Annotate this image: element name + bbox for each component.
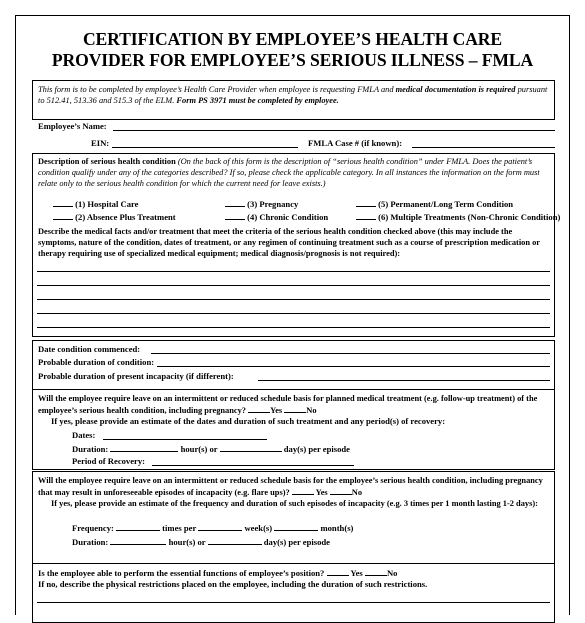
functions-no[interactable]: No [386, 568, 398, 578]
description-line[interactable] [37, 313, 550, 314]
planned-recovery-label: Period of Recovery: [72, 456, 146, 466]
episodes-box [32, 471, 555, 564]
title-line-2: PROVIDER FOR EMPLOYEE’S SERIOUS ILLNESS – FMLA [51, 50, 534, 70]
category-5[interactable] [356, 198, 513, 209]
condition-heading [38, 156, 549, 189]
episodes-duration-label: Duration: [72, 537, 109, 547]
category-4[interactable] [225, 211, 328, 222]
planned-recovery-field[interactable] [152, 465, 354, 466]
planned-duration-label: Duration: [72, 444, 109, 454]
planned-hours-or: hour(s) or [180, 444, 218, 454]
intro-bold-1: medical documentation is required [395, 85, 516, 94]
date-commenced-field[interactable] [151, 353, 550, 354]
planned-treatment-box [32, 389, 555, 470]
episodes-yes[interactable]: Yes [315, 488, 328, 497]
condition-heading-bold: Description of serious health condition [38, 157, 176, 166]
describe-instructions: Describe the medical facts and/or treatment that meet the criteria of the serious health condition checked above (this may include the symptoms, nature of the condition, dates of treatment, or any regimen of continuing treatment such as a course of prescription medication or therapy requiring use of specialized medical equipment; medical diagnosis/prognosis is not required): [38, 227, 540, 258]
planned-dates-label: Dates: [72, 430, 96, 440]
frequency-label: Frequency: [72, 523, 114, 533]
planned-if-yes: If yes, please provide an estimate of the dates and duration of such treatment and any period(s) of recovery: [51, 416, 446, 426]
ein-label: EIN: [91, 138, 110, 148]
date-commenced-label: Date condition commenced: [38, 344, 141, 354]
condition-box [32, 153, 561, 337]
category-1-label: (1) Hospital Care [75, 199, 139, 209]
functions-question: Is the employee able to perform the essential functions of employee’s position? [38, 568, 325, 578]
condition-heading-note: (On the back of this form is the description of “serious health condition” under FMLA. Does the patient’s condition qualify under any of the categories described? If so, please check the applicable category. In all instances the information on the form must relate only to the serious health condition for which the current need for leave exists.) [38, 157, 540, 188]
category-4-label: (4) Chronic Condition [247, 212, 329, 222]
intro-bold-2: Form PS 3971 must be completed by employee. [176, 96, 339, 105]
episodes-duration-row [72, 536, 330, 548]
incapacity-duration-field[interactable] [258, 380, 550, 381]
months-label: month(s) [320, 523, 354, 533]
episodes-question-text: Will the employee require leave on an intermittent or reduced schedule basis for the employee’s serious health condition, including pregnancy that may result in unforeseeable episodes of incapacity (e.g. flare ups)? [38, 476, 543, 497]
incapacity-duration-label: Probable duration of present incapacity (if different): [38, 371, 234, 381]
description-line[interactable] [37, 299, 550, 300]
restrictions-line[interactable] [37, 602, 550, 603]
title-line-1: CERTIFICATION BY EMPLOYEE’S HEALTH CARE [82, 29, 503, 49]
form-page [15, 15, 570, 615]
category-3[interactable] [225, 198, 298, 209]
dates-box [32, 340, 555, 390]
category-2-label: (2) Absence Plus Treatment [75, 212, 176, 222]
weeks-label: week(s) [244, 523, 273, 533]
times-per: times per [162, 523, 197, 533]
category-6[interactable] [356, 211, 560, 222]
description-line[interactable] [37, 285, 550, 286]
functions-yes[interactable]: Yes [350, 568, 363, 578]
functions-if-no: If no, describe the physical restrictions placed on the employee, including the duration of such restrictions. [38, 579, 428, 589]
form-title [16, 29, 569, 71]
probable-duration-field[interactable] [157, 366, 550, 367]
intro-text-1: This form is to be completed by employee’s Health Care Provider when employee is requesting FMLA and [38, 85, 396, 94]
description-line[interactable] [37, 327, 550, 328]
planned-dates-field[interactable] [103, 439, 267, 440]
employee-name-label: Employee’s Name: [38, 121, 107, 131]
planned-duration-row [72, 443, 350, 455]
episodes-days-per: day(s) per episode [263, 537, 330, 547]
ein-field[interactable] [112, 147, 298, 148]
fmla-case-label: FMLA Case # (if known): [308, 138, 403, 148]
category-6-label: (6) Multiple Treatments (Non-Chronic Condition) [378, 212, 561, 222]
functions-question-row [38, 567, 397, 579]
instructions-box [32, 80, 555, 120]
planned-no[interactable]: No [306, 406, 317, 415]
episodes-frequency-row [72, 522, 353, 534]
category-1[interactable] [53, 198, 139, 209]
category-5-label: (5) Permanent/Long Term Condition [378, 199, 514, 209]
episodes-hours-or: hour(s) or [168, 537, 206, 547]
functions-box [32, 563, 555, 623]
planned-question-text: Will the employee require leave on an intermittent or reduced schedule basis for planned medical treatment (e.g. follow-up treatment) of the employee’s serious health condition, including pregnancy? [38, 394, 538, 415]
episodes-question [38, 475, 549, 498]
category-3-label: (3) Pregnancy [247, 199, 299, 209]
episodes-if-yes: If yes, please provide an estimate of the frequency and duration of such episodes of incapacity (e.g. 3 times per 1 month lasting 1-2 days): [51, 499, 538, 508]
episodes-no[interactable]: No [351, 488, 363, 497]
description-line[interactable] [37, 271, 550, 272]
employee-name-field[interactable] [113, 130, 555, 131]
planned-question [38, 393, 549, 416]
intro-text-2: pursuant to 512.41, 513.36 and 515.3 of the ELM. [38, 85, 548, 105]
category-2[interactable] [53, 211, 176, 222]
planned-days-per: day(s) per episode [283, 444, 350, 454]
planned-yes[interactable]: Yes [270, 406, 283, 415]
fmla-case-field[interactable] [412, 147, 555, 148]
probable-duration-label: Probable duration of condition: [38, 357, 155, 367]
